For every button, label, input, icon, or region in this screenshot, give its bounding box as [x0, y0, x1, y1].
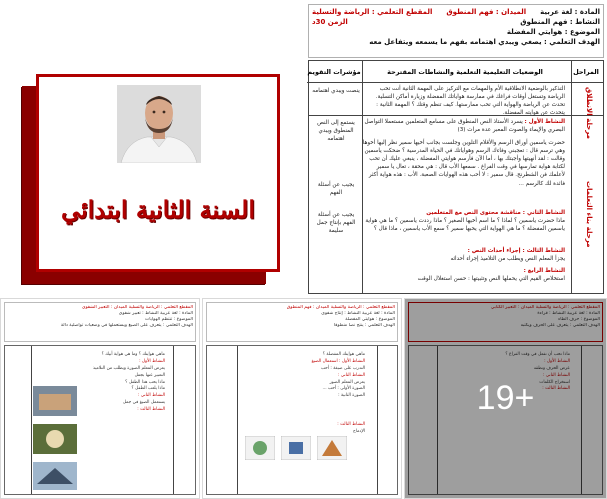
thumb-b-line: الإدماج — [353, 429, 365, 434]
goal-label: الهدف التعلمي : يصغي ويبدي اهتمامه بفهم ما يسمعه ويتفاعل معه — [369, 38, 600, 46]
thumb-c-header-line: المقطع التعلمي : الرياضة والتسلية الميدان : التعبير الكتابي — [490, 305, 600, 310]
subject-label: المادة : لغة عربية — [540, 8, 600, 16]
col-evaluation: مؤشرات التقويم — [307, 61, 361, 83]
lesson-plan-page — [302, 0, 607, 296]
segment-label: المقطع التعلمي : الرياضة والتسلية — [312, 8, 433, 16]
activity3-block — [361, 247, 565, 263]
thumb-c-header-line: الهدف التعلمي : يتعرف على الحرف ويكتبه — [520, 323, 600, 328]
activity1-eval: يستمع إلى النص المنطوق ويبدي اهتمامه — [317, 120, 355, 143]
thumb-a-line: النشاط الأول : — [139, 358, 165, 364]
topic-label: الموضوع : هوايتي المفضلة — [506, 28, 600, 36]
book-title: السنة الثانية ابتدائي — [60, 195, 256, 224]
thumb-b-line: الصورة الثانية : — [338, 393, 365, 399]
thumb-a-line: النشاط الثالث : — [137, 407, 165, 412]
thumb-a-header-line: المادة : لغة عربية النشاط : تعبير شفوي — [118, 311, 193, 316]
thumb-b-header-line: الموضوع : هوايتي المفضلة — [345, 317, 395, 322]
build-eval: يجيب عن أسئلة الفهم بإنتاج جمل سليمة — [316, 212, 356, 235]
thumb-b-line: الصورة الأولى : أحب ... — [322, 386, 365, 392]
activity2-text: ماذا حضرت ياسمين ؟ لماذا ؟ ما اسم أخيها الصغير ؟ ماذا رددت ياسمين ؟ ما هي هواية ياسمين المفضلة ؟ ما هي الهواية التي يحبها سمير ؟ سمع الأب ياسمين ، ماذا قال ؟ — [365, 218, 565, 233]
thumb-a-header-line: المقطع التعلمي : الرياضة والتسلية الميدان : التعبير الشفوي — [81, 305, 193, 310]
launch-eval: ينصت ويبدي اهتمامه — [312, 88, 360, 94]
thumb-a-body — [70, 352, 165, 414]
lesson-plan-table — [308, 60, 604, 294]
book-cover — [36, 74, 280, 272]
thumb-c-line: ماذا تحب أن تفعل في وقت الفراغ ؟ — [505, 352, 570, 357]
stage-launch: مرحلة الانطلاق — [585, 87, 593, 139]
thumb-c-line: عرض الحرف ونطقه — [533, 365, 570, 371]
domain-label: الميدان : فهم المنطوق — [446, 8, 527, 16]
sport-picture-icon — [33, 424, 77, 454]
thumb-b-table — [206, 345, 398, 495]
illustration-icon — [281, 436, 311, 460]
story-text: حضرت ياسمين أوراق الرسم والأقلام التلوين وجلست بجانب أخيها سمير نظر إليها أخوها وهي ترسم قال : تعجبني وفاءك الرسم وهواياتك في الحياة المدرسية ؟ ضحكت ياسمين وقالت : لقد أنهيتها وأجبتك بها ، أما الآن فأرسم هوايتي المفضلة ، ينبغي عليك أن تحب لكتابة هواية تمارسها في وقت الفراغ . سمعها الأب قال : هي محقة ، تعال يا سمير لأعلمك فن الشطرنج. قال سمير : لا أحب هذه الهوايات الصعبة. الأب : هذه هواية أكثر فائدة لك كالرسم ... — [362, 140, 565, 187]
thumb-b-line: النشاط الثالث : — [337, 422, 365, 428]
thumb-a-header-line: الموضوع : تنتظم الهوايات — [145, 317, 193, 322]
more-photos-count: 19+ — [476, 379, 535, 417]
thumb-a-line: التعبير عنها بجمل — [134, 372, 165, 378]
thumb-a-line: ماهي هوايتك ؟ وما هي هواية أبيك ؟ — [101, 352, 165, 357]
col-activities: الوضعيات التعليمية التعلمية والنشاطات المقترحة — [361, 61, 569, 83]
stage-build: مرحلة بناء التعلمات — [585, 181, 593, 248]
gallery-photo-3[interactable] — [202, 298, 402, 499]
thumb-b-line: النشاط الثاني : — [338, 372, 365, 378]
activity3-title: النشاط الثالث : إجراء أحداث النص : — [467, 248, 565, 254]
activity-label: النشاط : فهم المنطوق — [520, 18, 600, 26]
thumb-b-header-line: المقطع التعلمي : الرياضة والتسلية الميدان : فهم المنطوق — [286, 305, 395, 310]
thumb-a-line: يعرض المعلم الصورة ويطلب من التلاميذ — [92, 365, 165, 371]
thumb-b-header — [206, 302, 398, 342]
teacher-photo — [117, 85, 201, 163]
illustration-icon — [245, 436, 275, 460]
thumb-b-line: التدرب على صيغة : أحب — [320, 365, 365, 371]
thumb-a-header-line: الهدف التعلمي : يتعرف على الصيغ ويستعملها في وضعيات تواصلية دالة — [60, 323, 193, 328]
sport-picture-icon — [33, 462, 77, 490]
more-photos-overlay[interactable] — [405, 299, 606, 498]
thumb-a-line: ماذا يحب هذا الطفل ؟ — [125, 379, 165, 385]
activity1-block — [361, 118, 565, 134]
thumb-b-line: ماهي هوايتك المفضلة ؟ — [322, 352, 365, 357]
thumb-b-header-line: المادة : لغة عربية النشاط : إنتاج شفوي — [321, 311, 395, 316]
table-divider — [377, 346, 378, 494]
lesson-plan-header — [308, 4, 604, 58]
gallery-photo-2[interactable] — [0, 298, 200, 499]
thumb-c-line: النشاط الأول : — [544, 358, 570, 364]
thumb-a-line: ماذا يلعب الطفل ؟ — [131, 386, 165, 392]
thumb-c-line: النشاط الثاني : — [543, 372, 570, 378]
activity4-text: استخلاص القيم التي يحملها النص وتثبيتها : حسن استغلال الوقت — [417, 276, 565, 283]
activity4-block — [361, 267, 565, 283]
table-divider — [571, 61, 572, 293]
activity3-text: يجزأ المعلم النص ويطلب من التلاميذ إجراء أحداثه — [450, 256, 565, 263]
thumb-a-line: يستعمل الصيغ في جمل — [122, 400, 165, 406]
thumb-b-body — [233, 352, 365, 436]
thumb-c-header-line: الموضوع : حرف الطاء — [558, 317, 600, 322]
thumb-c-line: النشاط الثالث : — [542, 386, 570, 392]
activity1-title: النشاط الأول : — [524, 119, 565, 125]
thumb-a-header — [4, 302, 196, 342]
gallery-photo-more[interactable] — [404, 298, 607, 499]
table-divider — [31, 346, 32, 494]
story-eval: يجيب عن أسئلة الفهم — [317, 182, 355, 197]
thumb-b-line: النشاط الأول : استعمال الصيغ — [311, 358, 365, 364]
activity2-title: النشاط الثاني : مناقشة محتوى النص مع المتعلمين — [426, 210, 565, 216]
table-divider — [173, 346, 174, 494]
thumb-c-header-line: المادة : لغة عربية النشاط : قراءة — [537, 311, 600, 316]
thumb-b-header-line: الهدف التعلمي : ينتج نصا منطوقا — [333, 323, 395, 328]
activity2-block — [361, 209, 565, 233]
launch-text: التذكير بالوضعية الانطلاقية الأم والمهمات مع التركيز على المهمة الثانية أنت تحب الرياضة وتستغل أوقات فراغك في ممارسة هواياتك المفضلة وزيارة أماكن التسلية. تحدث عن الرياضة والهواية التي تحب ممارستها. كيف تنظم وقتك ؟ المهمة الثانية : يتحدث عن هوايته المفضلة. — [375, 86, 565, 117]
col-stages: المراحل — [569, 61, 603, 83]
time-label: الزمن 30د — [312, 18, 348, 26]
activity1-text: يسرد الأستاذ النص المنطوق على مسامع المتعلمين مستعملا التواصل البصري والإيماء والصوت المعبر عدة مرات (3) — [364, 119, 565, 134]
thumb-c-line: استخراج الكلمات — [539, 379, 570, 385]
activity4-title: النشاط الرابع : — [523, 268, 565, 274]
thumb-a-table — [4, 345, 196, 495]
thumb-b-line: يعرض المعلم الصور — [329, 379, 365, 385]
thumb-a-line: النشاط الثاني : — [138, 393, 165, 399]
illustration-icon — [317, 436, 347, 460]
teacher-portrait-icon — [117, 85, 201, 163]
